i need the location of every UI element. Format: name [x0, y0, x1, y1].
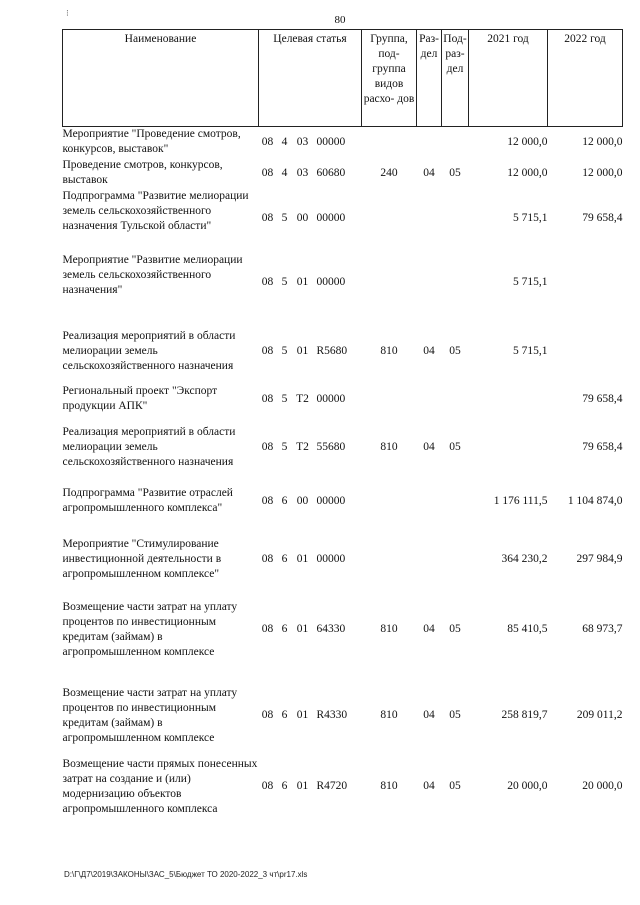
header-section: Раз- дел — [417, 30, 442, 127]
target-code-c4: 00000 — [316, 552, 346, 565]
row-group: 810 — [380, 779, 398, 792]
row-target-code — [259, 158, 362, 189]
table-row — [63, 757, 623, 827]
row-name: Возмещение части прямых понесенных затрат на создание и (или) модернизацию объектов агропромышленного комплекса — [62, 757, 258, 815]
target-code-c1: 08 — [261, 275, 274, 288]
row-subsection: 05 — [449, 166, 461, 179]
scan-artifact: ⁝ — [66, 8, 69, 18]
target-code-c4: R4330 — [316, 708, 348, 721]
row-group — [362, 537, 417, 600]
row-2022: 209 011,2 — [576, 708, 623, 721]
target-code-c4: R5680 — [316, 344, 348, 357]
row-name: Проведение смотров, конкурсов, выставок — [62, 158, 223, 186]
row-2022: 20 000,0 — [582, 779, 623, 792]
target-code-c4: 00000 — [316, 392, 346, 405]
page-number: 80 — [334, 14, 346, 26]
row-2021: 258 819,7 — [501, 708, 548, 721]
row-subsection: 05 — [449, 440, 461, 453]
row-2021: 5 715,1 — [513, 275, 548, 288]
row-2021: 12 000,0 — [507, 166, 548, 179]
row-section — [417, 486, 442, 537]
table-row — [63, 686, 623, 757]
target-code-c1: 08 — [261, 708, 274, 721]
row-2021: 5 715,1 — [513, 344, 548, 357]
row-name: Мероприятие "Стимулирование инвестиционной деятельности в агропромышленном комплексе" — [62, 537, 222, 580]
row-section — [417, 537, 442, 600]
row-section — [417, 189, 442, 253]
row-subsection — [442, 384, 469, 425]
target-code-parts — [259, 275, 362, 290]
target-code-c1: 08 — [261, 552, 274, 565]
target-code-c4: 00000 — [316, 136, 346, 148]
target-code-c3: 01 — [296, 779, 309, 792]
target-code-parts — [259, 622, 362, 637]
row-2021 — [469, 425, 548, 486]
row-target-code — [259, 253, 362, 329]
header-row — [63, 30, 623, 127]
row-subsection: 05 — [449, 622, 461, 635]
row-target-code — [259, 757, 362, 827]
row-name: Мероприятие "Проведение смотров, конкурсов, выставок" — [62, 128, 241, 155]
row-target-code — [259, 600, 362, 686]
row-group: 810 — [380, 622, 398, 635]
target-code-c3: 01 — [296, 622, 309, 635]
row-section: 04 — [423, 708, 435, 721]
row-2022: 297 984,9 — [576, 552, 623, 565]
row-subsection — [442, 537, 469, 600]
row-subsection — [442, 486, 469, 537]
header-target: Целевая статья — [259, 30, 362, 127]
row-2021: 1 176 111,5 — [493, 494, 548, 507]
target-code-c3: Т2 — [296, 440, 309, 453]
target-code-c3: 03 — [296, 166, 309, 179]
table-row — [63, 384, 623, 425]
target-code-c3: 00 — [296, 494, 309, 507]
row-target-code — [259, 189, 362, 253]
row-target-code — [259, 686, 362, 757]
target-code-c2: 5 — [281, 344, 288, 357]
header-2022: 2022 год — [548, 30, 623, 127]
target-code-c4: 00000 — [316, 275, 346, 288]
row-group: 810 — [380, 440, 398, 453]
header-2021: 2021 год — [469, 30, 548, 127]
target-code-c1: 08 — [261, 136, 274, 148]
row-name: Мероприятие "Развитие мелиорации земель сельскохозяйственного назначения" — [62, 253, 243, 296]
row-name: Региональный проект "Экспорт продукции АПК" — [62, 384, 218, 412]
row-2021: 12 000,0 — [507, 136, 548, 148]
row-2021: 85 410,5 — [507, 622, 548, 635]
target-code-c1: 08 — [261, 440, 274, 453]
row-2021: 20 000,0 — [507, 779, 548, 792]
target-code-parts — [259, 166, 362, 181]
row-target-code — [259, 425, 362, 486]
header-name: Наименование — [63, 30, 259, 127]
row-subsection: 05 — [449, 708, 461, 721]
row-name: Реализация мероприятий в области мелиорации земель сельскохозяйственного назначения — [62, 329, 236, 372]
row-subsection: 05 — [449, 779, 461, 792]
target-code-c2: 6 — [281, 779, 288, 792]
table-body — [63, 127, 623, 827]
table-row — [63, 189, 623, 253]
row-group — [362, 486, 417, 537]
header-subsection: Под- раз- дел — [442, 30, 469, 127]
table-row — [63, 600, 623, 686]
row-2021: 364 230,2 — [501, 552, 548, 565]
row-2022 — [548, 253, 623, 329]
table-row — [63, 253, 623, 329]
row-group — [362, 189, 417, 253]
row-2022: 79 658,4 — [582, 392, 623, 405]
target-code-c4: 00000 — [316, 494, 346, 507]
header-group: Группа, под- группа видов расхо- дов — [362, 30, 417, 127]
footer-file-path: D:\Г\Д7\2019\ЗАКОНЫ\ЗАС_5\Бюджет ТО 2020-2022_3 чт\pr17.xls — [64, 870, 308, 879]
target-code-c4: 55680 — [316, 440, 346, 453]
row-2022: 12 000,0 — [582, 166, 623, 179]
row-name: Подпрограмма "Развитие отраслей агропромышленного комплекса" — [62, 486, 233, 514]
target-code-c4: 00000 — [316, 211, 346, 224]
row-section — [417, 127, 442, 158]
row-subsection — [442, 253, 469, 329]
target-code-c3: 01 — [296, 275, 309, 288]
row-subsection — [442, 127, 469, 158]
target-code-c4: R4720 — [316, 779, 348, 792]
target-code-parts — [259, 440, 362, 455]
row-group — [362, 127, 417, 158]
row-section: 04 — [423, 622, 435, 635]
row-target-code — [259, 127, 362, 158]
target-code-c1: 08 — [261, 779, 274, 792]
row-target-code — [259, 537, 362, 600]
target-code-c1: 08 — [261, 166, 274, 179]
target-code-parts — [259, 708, 362, 723]
row-target-code — [259, 384, 362, 425]
table-row — [63, 425, 623, 486]
target-code-c2: 6 — [281, 622, 288, 635]
row-group: 810 — [380, 344, 398, 357]
target-code-c1: 08 — [261, 211, 274, 224]
row-section: 04 — [423, 344, 435, 357]
row-section — [417, 384, 442, 425]
row-group — [362, 253, 417, 329]
target-code-c3: 01 — [296, 552, 309, 565]
table-row — [63, 537, 623, 600]
row-2022: 79 658,4 — [582, 211, 623, 224]
target-code-parts — [259, 344, 362, 359]
row-name: Подпрограмма "Развитие мелиорации земель сельскохозяйственного назначения Тульской области" — [62, 189, 249, 232]
target-code-c2: 6 — [281, 552, 288, 565]
target-code-c1: 08 — [261, 622, 274, 635]
target-code-parts — [259, 494, 362, 509]
target-code-c2: 5 — [281, 440, 288, 453]
row-2021: 5 715,1 — [513, 211, 548, 224]
target-code-c2: 4 — [281, 136, 288, 148]
row-group — [362, 384, 417, 425]
row-name: Возмещение части затрат на уплату процентов по инвестиционным кредитам (займам) в агропромышленном комплексе — [62, 686, 238, 744]
row-target-code — [259, 329, 362, 384]
target-code-c1: 08 — [261, 344, 274, 357]
row-section — [417, 253, 442, 329]
target-code-parts — [259, 552, 362, 567]
target-code-c3: 03 — [296, 136, 309, 148]
target-code-parts — [259, 779, 362, 794]
target-code-c2: 6 — [281, 708, 288, 721]
target-code-c2: 5 — [281, 392, 288, 405]
target-code-parts — [259, 392, 362, 407]
row-section: 04 — [423, 166, 435, 179]
table-row — [63, 486, 623, 537]
row-2022: 12 000,0 — [582, 136, 623, 148]
row-name: Реализация мероприятий в области мелиорации земель сельскохозяйственного назначения — [62, 425, 236, 468]
target-code-c3: 01 — [296, 708, 309, 721]
target-code-c2: 5 — [281, 211, 288, 224]
row-subsection — [442, 189, 469, 253]
target-code-c2: 5 — [281, 275, 288, 288]
row-target-code — [259, 486, 362, 537]
row-2021 — [469, 384, 548, 425]
row-section: 04 — [423, 779, 435, 792]
row-2022: 68 973,7 — [582, 622, 623, 635]
row-2022 — [548, 329, 623, 384]
row-name: Возмещение части затрат на уплату процентов по инвестиционным кредитам (займам) в агропромышленном комплексе — [62, 600, 238, 658]
target-code-c4: 60680 — [316, 166, 346, 179]
row-section: 04 — [423, 440, 435, 453]
table-row — [63, 158, 623, 189]
target-code-c1: 08 — [261, 392, 274, 405]
row-2022: 1 104 874,0 — [567, 494, 623, 507]
budget-table — [62, 29, 623, 827]
table-row — [63, 127, 623, 158]
row-group: 810 — [380, 708, 398, 721]
target-code-parts — [259, 135, 362, 150]
target-code-c2: 4 — [281, 166, 288, 179]
table-row — [63, 329, 623, 384]
target-code-c1: 08 — [261, 494, 274, 507]
target-code-c3: 01 — [296, 344, 309, 357]
row-group: 240 — [380, 166, 398, 179]
row-subsection: 05 — [449, 344, 461, 357]
row-2022: 79 658,4 — [582, 440, 623, 453]
target-code-c3: Т2 — [296, 392, 309, 405]
target-code-parts — [259, 211, 362, 226]
target-code-c4: 64330 — [316, 622, 346, 635]
target-code-c3: 00 — [296, 211, 309, 224]
target-code-c2: 6 — [281, 494, 288, 507]
